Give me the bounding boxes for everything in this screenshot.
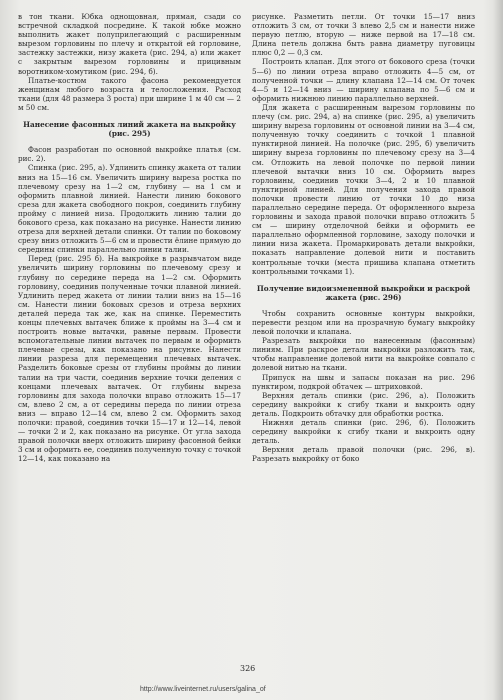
page-edge-shadow [493, 0, 503, 700]
page-number: 326 [240, 664, 256, 673]
section-heading: Нанесение фасонных линий жакета на выкройку (рис. 295) [23, 120, 236, 139]
paragraph: Верхняя деталь правой полочки (рис. 296, в). Разрезать выкройку от боко [252, 445, 475, 464]
right-column [252, 12, 475, 464]
paragraph: Перед (рис. 295 б). На выкройке в разрывчатом виде увеличить ширину горловины по плечевому срезу и глубину по середине переда на 1—2 см. Оформить горловину, соединив полученные точки плавной линией. Удлинить перед жакета от линии талии вниз на 15—16 см. Нанести линии боковых срезов и отреза верхних деталей переда так же, как на спинке. Переместить концы плечевых вытачек ближе к проймы на 3—4 см и построить новые вытачки, равные первым. Провести вспомогательные линии вытачек по первым и оформить плечевые срезы, как показано на рисунке. Нанести линии разреза для перемещения плечевых вытачек. Разделить боковые срезы от глубины проймы до линии талии на три части, соединив верхние точки деления с концами плечевых вытачек. От глубины выреза горловины для захода полочки вправо отложить 15—17 см, влево 2 см, а от середины переда по линии отреза вниз — вправо 12—14 см, влево 2 см. Оформить заход полочки: правой, соединив точки 15—17 и 12—14, левой — точки 2 и 2, как показано на рисунке. От угла захода правой полочки вверх отложить ширину фасонной бейки 3 см и оформить ее, соединив полученную точку с точкой 12—14, как показано на [18, 254, 241, 464]
section-heading: Получение видоизмененной выкройки и раскрой жакета (рис. 296) [256, 283, 471, 302]
paragraph: Разрезать выкройки по нанесенным (фасонным) линиям. При раскрое детали выкройки разложить так, чтобы направление долевой нити на выкройке совпало с долевой нитью на ткани. [252, 336, 475, 373]
left-column [18, 12, 241, 464]
paragraph: Припуск на швы и запасы показан на рис. 296 пунктиром, подкрой обтачек — штриховкой. [252, 372, 475, 391]
paragraph: рисунке. Разметить петли. От точки 15—17 вниз отложить 3 см, от точки 3 влево 2,5 см и нанести ниже первую петлю, вторую — ниже первой на 17—18 см. Длина петель должна быть равна диаметру пуговицы плюс 0,2 — 0,3 см. [252, 12, 475, 58]
paragraph: Верхняя деталь спинки (рис. 296, а). Положить середину выкройки к сгибу ткани и выкроить одну деталь. Подкроить обтачку для обработки ростка. [252, 390, 475, 418]
paragraph: Чтобы сохранить основные контуры выкройки, перевести резцом или на прозрачную бумагу выкройку левой полочки и клапана. [252, 308, 475, 337]
paragraph: Построить клапан. Для этого от бокового среза (точки 5—6) по линии отреза вправо отложить 4—5 см, от полученной точки — длину клапана 12—14 см. От точек 4—5 и 12—14 вниз — ширину клапана по 5—6 см и оформить нижнюю линию параллельно верхней. [252, 57, 475, 103]
watermark-url: http://www.liveinternet.ru/users/galina_of [140, 686, 266, 693]
paragraph: Фасон разработан по основной выкройке платья (см. рис. 2). [18, 145, 241, 164]
paragraph: в тон ткани. Юбка однощовная, прямая, сзади со встречной складкой посредине. К такой юбке можно выполнить жакет полуприлегающий с расширенным вырезом горловины по плечу и открытой ей горловине, застежку застежки, низу жакета (рис. 294, а) или жакет с закрытым вырезом горловины и прицивным воротником-хомутиком (рис. 294, б). [18, 12, 241, 76]
paragraph: Спинка (рис. 295, а). Удлинить спинку жакета от талии вниз на 15—16 см. Увеличить ширину выреза ростка по плечевому срезу на 1—2 см, глубину — на 1 см и оформить плавной линией. Нанести линию бокового среза для жакета свободного покроя, соединить глубину пройму с линией низа. Продолжить линию талии до бокового среза, как показано на рисунке. Нанести линию отреза для верхней детали спинки. От талии по боковому срезу вниз отложить 5—6 см и провести ёлине прямую до середины спинки параллельно линии талии. [18, 163, 241, 255]
paragraph: Для жакета с расширенным вырезом горловины по плечу (см. рис. 294, а) на спинке (рис. 295, а) увеличить ширину выреза горловины от основной линии на 3—4 см, полученную точку соединить с точкой 1 плавной пунктирной линией. На полочке (рис. 295, б) увеличить ширину выреза горловины по плечевому срезу на 3—4 см. Отложить на левой полочке по первой линии плечевой вытачки вниз 10 см. Оформить вырез горловины, соединив точки 3—4, 2 и 10 плавной пунктирной линией. Для получения захода правой полочки провести линию от точки 10 до низа параллельно середине переда. От оформленного выреза горловины и захода правой полочки вправо отложить 5 см — ширину отделочной бейки и оформить ее параллельно оформленной горловине, заходу полочки и линии низа жакета. Промаркировать детали выкройки, показать направление долевой нити и поставить контрольные точки (места пришива клапана отметить контрольными точками 1). [252, 102, 475, 276]
paragraph: Платье-костюм такого фасона рекомендуется женщинам любого возраста и телосложения. Расход ткани (для 48 размера 3 роста) при ширине 1 м 40 см — 2 м 50 см. [18, 75, 241, 112]
paragraph: Нижняя деталь спинки (рис. 296, б). Положить середину выкройки к сгибу ткани и выкроить одну деталь. [252, 418, 475, 446]
